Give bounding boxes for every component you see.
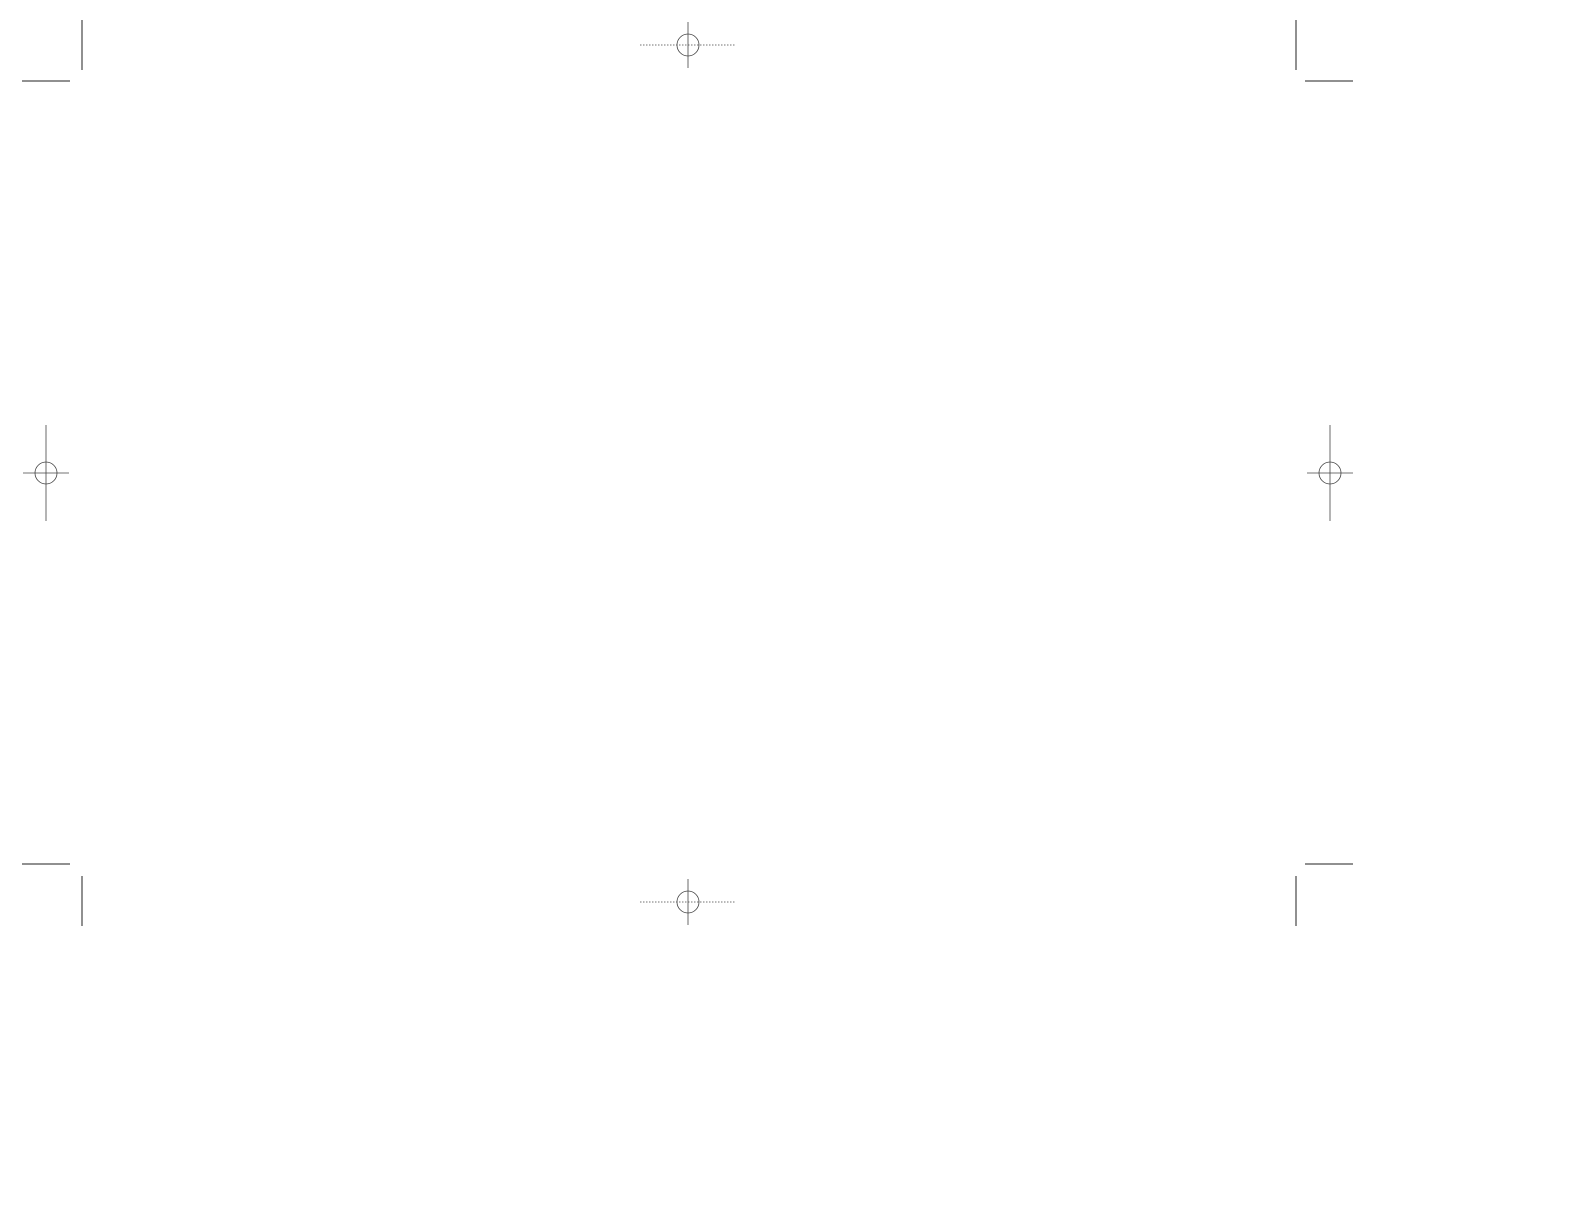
registration-mark-right [1307,425,1353,521]
registration-mark-top [640,22,736,68]
registration-mark-left [23,425,69,521]
registration-mark-bottom [640,879,736,925]
